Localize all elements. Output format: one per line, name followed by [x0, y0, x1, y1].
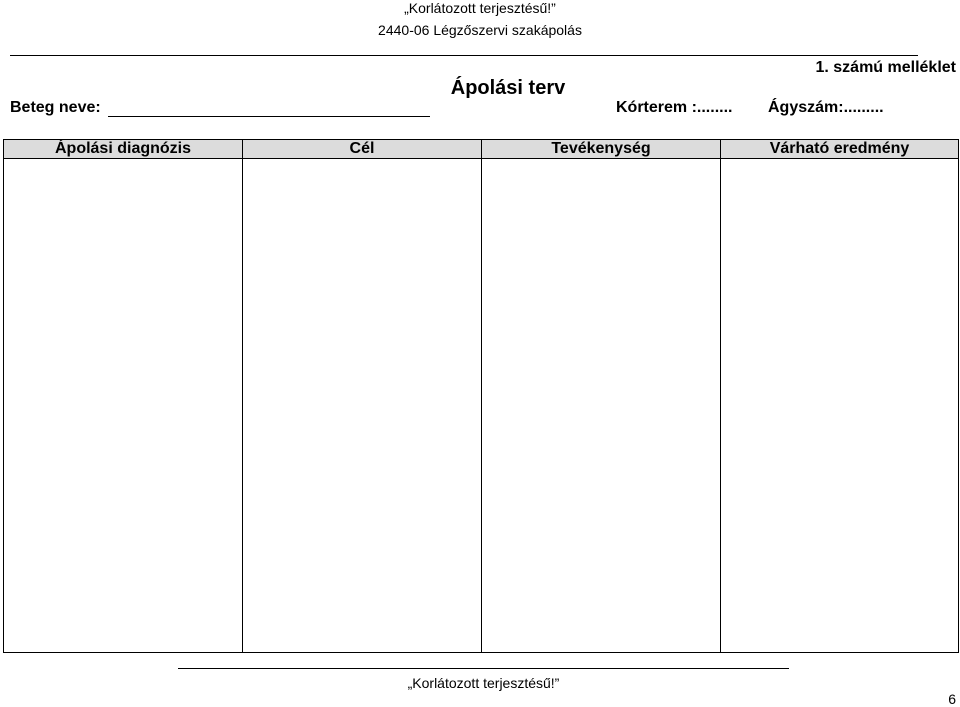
column-header-goal: Cél: [243, 140, 482, 158]
column-header-expected-result: Várható eredmény: [769, 140, 910, 157]
patient-name-label: Beteg neve:: [10, 99, 101, 116]
header-course-title: 2440-06 Légzőszervi szakápolás: [378, 22, 582, 38]
page-number: 6: [948, 691, 956, 707]
column-header-diagnosis: Ápolási diagnózis: [4, 140, 243, 158]
header-divider: [10, 55, 918, 56]
annex-label: 1. számú melléklet: [815, 59, 956, 76]
expected-result-cell[interactable]: [721, 159, 958, 652]
care-plan-table: [3, 139, 959, 653]
goal-cell[interactable]: [243, 159, 482, 652]
diagnosis-cell[interactable]: [4, 159, 243, 652]
room-label: Kórterem :........: [616, 99, 733, 116]
activity-cell[interactable]: [482, 159, 721, 652]
footer-restricted-notice: „Korlátozott terjesztésű!”: [407, 675, 560, 691]
table-header-row: [4, 140, 958, 159]
page-title: Ápolási terv: [450, 77, 566, 99]
table-body-row: [4, 159, 958, 652]
bed-number-label: Ágyszám:.........: [768, 99, 884, 116]
header-restricted-notice: „Korlátozott terjesztésű!”: [404, 0, 556, 16]
patient-name-field[interactable]: [108, 116, 430, 117]
column-header-activity: Tevékenység: [482, 140, 721, 158]
footer-divider: [178, 668, 789, 669]
